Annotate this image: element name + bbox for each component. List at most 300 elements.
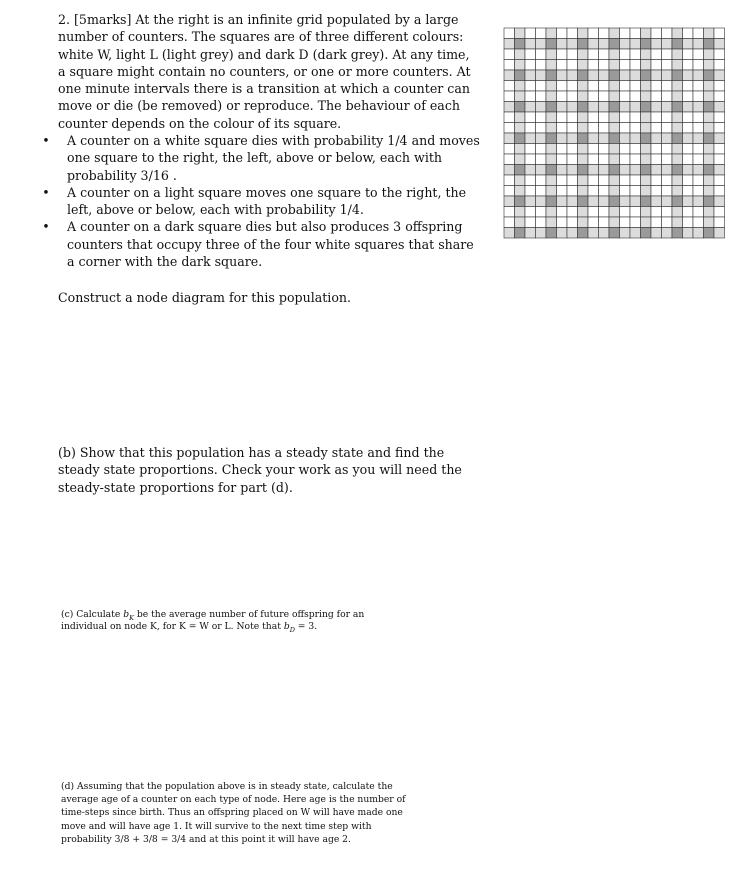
- dark-square: [704, 133, 715, 144]
- light-square: [672, 154, 683, 165]
- light-square: [651, 165, 662, 176]
- dark-square: [546, 228, 557, 239]
- white-square: [714, 60, 725, 71]
- dark-square: [672, 39, 683, 50]
- light-square: [599, 133, 610, 144]
- dark-square: [578, 165, 589, 176]
- white-square: [693, 207, 704, 218]
- dark-square: [609, 228, 620, 239]
- white-square: [557, 60, 568, 71]
- white-square: [557, 144, 568, 155]
- light-square: [630, 133, 641, 144]
- light-square: [620, 70, 631, 81]
- white-square: [557, 28, 568, 39]
- white-square: [693, 154, 704, 165]
- dark-square: [515, 228, 526, 239]
- white-square: [567, 60, 578, 71]
- white-square: [714, 49, 725, 60]
- white-square: [599, 81, 610, 92]
- light-square: [578, 81, 589, 92]
- light-square: [504, 196, 515, 207]
- white-square: [714, 207, 725, 218]
- light-square: [641, 91, 652, 102]
- light-square: [651, 196, 662, 207]
- light-square: [704, 49, 715, 60]
- light-square: [515, 60, 526, 71]
- white-square: [525, 60, 536, 71]
- white-square: [662, 60, 673, 71]
- light-square: [536, 70, 547, 81]
- white-square: [504, 91, 515, 102]
- white-square: [536, 217, 547, 228]
- white-square: [630, 112, 641, 123]
- light-square: [704, 217, 715, 228]
- light-square: [641, 175, 652, 186]
- dark-square: [609, 39, 620, 50]
- white-square: [693, 175, 704, 186]
- white-square: [693, 81, 704, 92]
- dark-square: [609, 70, 620, 81]
- dark-square: [672, 165, 683, 176]
- light-square: [557, 196, 568, 207]
- light-square: [662, 102, 673, 113]
- light-square: [515, 123, 526, 134]
- white-square: [662, 217, 673, 228]
- light-square: [704, 91, 715, 102]
- dark-square: [641, 228, 652, 239]
- light-square: [588, 165, 599, 176]
- white-square: [714, 217, 725, 228]
- light-square: [557, 228, 568, 239]
- white-square: [504, 186, 515, 197]
- light-square: [609, 217, 620, 228]
- light-square: [557, 39, 568, 50]
- white-square: [630, 207, 641, 218]
- white-square: [599, 154, 610, 165]
- white-square: [651, 144, 662, 155]
- white-square: [536, 154, 547, 165]
- white-square: [683, 186, 694, 197]
- white-square: [557, 49, 568, 60]
- light-square: [546, 81, 557, 92]
- white-square: [536, 186, 547, 197]
- light-square: [578, 175, 589, 186]
- light-square: [714, 70, 725, 81]
- light-square: [578, 49, 589, 60]
- white-square: [599, 60, 610, 71]
- white-square: [651, 112, 662, 123]
- white-square: [662, 91, 673, 102]
- white-square: [683, 49, 694, 60]
- white-square: [567, 112, 578, 123]
- white-square: [630, 60, 641, 71]
- white-square: [557, 81, 568, 92]
- light-square: [672, 60, 683, 71]
- dark-square: [641, 165, 652, 176]
- light-square: [546, 60, 557, 71]
- white-square: [536, 123, 547, 134]
- light-square: [630, 70, 641, 81]
- light-square: [704, 60, 715, 71]
- white-square: [536, 91, 547, 102]
- white-square: [504, 112, 515, 123]
- light-square: [504, 133, 515, 144]
- white-square: [714, 123, 725, 134]
- light-square: [599, 70, 610, 81]
- light-square: [504, 70, 515, 81]
- white-square: [714, 186, 725, 197]
- white-square: [693, 144, 704, 155]
- white-square: [599, 91, 610, 102]
- white-square: [683, 28, 694, 39]
- light-square: [546, 144, 557, 155]
- white-square: [662, 49, 673, 60]
- light-square: [536, 133, 547, 144]
- light-square: [630, 39, 641, 50]
- white-square: [525, 144, 536, 155]
- light-square: [504, 102, 515, 113]
- light-square: [662, 165, 673, 176]
- white-square: [557, 217, 568, 228]
- white-square: [588, 91, 599, 102]
- light-square: [693, 228, 704, 239]
- dark-square: [515, 102, 526, 113]
- white-square: [588, 207, 599, 218]
- dark-square: [672, 102, 683, 113]
- dark-square: [546, 39, 557, 50]
- light-square: [609, 186, 620, 197]
- white-square: [620, 81, 631, 92]
- light-square: [641, 49, 652, 60]
- light-square: [651, 70, 662, 81]
- light-square: [714, 39, 725, 50]
- light-square: [672, 217, 683, 228]
- white-square: [630, 91, 641, 102]
- dark-square: [704, 165, 715, 176]
- white-square: [536, 175, 547, 186]
- white-square: [557, 123, 568, 134]
- light-square: [515, 144, 526, 155]
- light-square: [672, 123, 683, 134]
- white-square: [630, 175, 641, 186]
- light-square: [620, 39, 631, 50]
- light-square: [609, 28, 620, 39]
- light-square: [693, 165, 704, 176]
- light-square: [693, 70, 704, 81]
- white-square: [588, 123, 599, 134]
- light-square: [641, 217, 652, 228]
- white-square: [599, 175, 610, 186]
- light-square: [704, 186, 715, 197]
- white-square: [525, 123, 536, 134]
- dark-square: [546, 70, 557, 81]
- light-square: [525, 133, 536, 144]
- dark-square: [578, 196, 589, 207]
- light-square: [567, 165, 578, 176]
- white-square: [504, 207, 515, 218]
- white-square: [662, 207, 673, 218]
- light-square: [588, 196, 599, 207]
- light-square: [504, 39, 515, 50]
- light-square: [525, 102, 536, 113]
- light-square: [620, 133, 631, 144]
- light-square: [567, 39, 578, 50]
- white-square: [504, 123, 515, 134]
- dark-square: [578, 133, 589, 144]
- light-square: [578, 28, 589, 39]
- light-square: [525, 39, 536, 50]
- light-square: [578, 217, 589, 228]
- light-square: [704, 112, 715, 123]
- white-square: [536, 81, 547, 92]
- white-square: [567, 154, 578, 165]
- white-square: [567, 81, 578, 92]
- white-square: [525, 186, 536, 197]
- light-square: [578, 112, 589, 123]
- dark-square: [704, 39, 715, 50]
- light-square: [672, 207, 683, 218]
- white-square: [683, 123, 694, 134]
- light-square: [672, 81, 683, 92]
- rule-white: [40, 132, 480, 184]
- white-square: [620, 112, 631, 123]
- rule-list: [40, 132, 480, 270]
- white-square: [662, 81, 673, 92]
- white-square: [620, 28, 631, 39]
- light-square: [515, 112, 526, 123]
- light-square: [693, 102, 704, 113]
- light-square: [557, 165, 568, 176]
- light-square: [588, 133, 599, 144]
- light-square: [578, 144, 589, 155]
- light-square: [651, 39, 662, 50]
- light-square: [536, 39, 547, 50]
- light-square: [588, 39, 599, 50]
- white-square: [599, 144, 610, 155]
- white-square: [525, 112, 536, 123]
- light-square: [620, 102, 631, 113]
- light-square: [578, 123, 589, 134]
- light-square: [662, 228, 673, 239]
- light-square: [704, 207, 715, 218]
- rule-dark: [40, 218, 480, 270]
- white-square: [567, 207, 578, 218]
- white-square: [567, 91, 578, 102]
- bullet-icon: •: [42, 219, 50, 235]
- light-square: [504, 228, 515, 239]
- light-square: [567, 102, 578, 113]
- white-square: [651, 154, 662, 165]
- white-square: [557, 207, 568, 218]
- white-square: [683, 91, 694, 102]
- dark-square: [515, 39, 526, 50]
- white-square: [630, 144, 641, 155]
- white-square: [651, 217, 662, 228]
- dark-square: [578, 102, 589, 113]
- dark-square: [578, 39, 589, 50]
- rule-light-text: A counter on a light square moves one square to the right, the left, above or below, each with probability 1/4.: [67, 184, 467, 218]
- dark-square: [641, 196, 652, 207]
- light-square: [683, 39, 694, 50]
- light-square: [546, 217, 557, 228]
- light-square: [515, 217, 526, 228]
- light-square: [714, 102, 725, 113]
- light-square: [557, 70, 568, 81]
- light-square: [557, 133, 568, 144]
- white-square: [683, 81, 694, 92]
- white-square: [630, 217, 641, 228]
- dark-square: [515, 133, 526, 144]
- white-square: [525, 154, 536, 165]
- light-square: [651, 228, 662, 239]
- light-square: [672, 28, 683, 39]
- light-square: [704, 28, 715, 39]
- white-square: [557, 154, 568, 165]
- white-square: [693, 60, 704, 71]
- light-square: [567, 133, 578, 144]
- light-square: [578, 186, 589, 197]
- white-square: [525, 81, 536, 92]
- light-square: [609, 60, 620, 71]
- light-square: [641, 112, 652, 123]
- white-square: [683, 154, 694, 165]
- light-square: [672, 91, 683, 102]
- dark-square: [546, 165, 557, 176]
- light-square: [662, 70, 673, 81]
- white-square: [504, 60, 515, 71]
- white-square: [504, 49, 515, 60]
- white-square: [662, 123, 673, 134]
- white-square: [588, 154, 599, 165]
- dark-square: [546, 196, 557, 207]
- light-square: [599, 228, 610, 239]
- light-square: [693, 133, 704, 144]
- white-square: [693, 217, 704, 228]
- white-square: [588, 144, 599, 155]
- rule-dark-text: A counter on a dark square dies but also produces 3 offspring counters that occupy three of the four white squares that share a corner with the dark square.: [67, 219, 474, 270]
- light-square: [641, 123, 652, 134]
- light-square: [641, 154, 652, 165]
- light-square: [567, 70, 578, 81]
- light-square: [536, 165, 547, 176]
- light-square: [693, 196, 704, 207]
- white-square: [620, 154, 631, 165]
- light-square: [641, 186, 652, 197]
- light-square: [683, 228, 694, 239]
- dark-square: [641, 133, 652, 144]
- light-square: [672, 144, 683, 155]
- light-square: [662, 133, 673, 144]
- white-square: [620, 144, 631, 155]
- dark-square: [609, 133, 620, 144]
- node-diagram-prompt: Construct a node diagram for this population.: [58, 290, 352, 305]
- white-square: [567, 144, 578, 155]
- light-square: [683, 102, 694, 113]
- white-square: [525, 91, 536, 102]
- light-square: [567, 228, 578, 239]
- white-square: [588, 217, 599, 228]
- light-square: [546, 207, 557, 218]
- light-square: [630, 165, 641, 176]
- light-square: [515, 175, 526, 186]
- part-c-question: (c) Calculate $b_K$ be the average number of future offspring for an individual on node K, for K = W or L. Note that $b_D = 3$.: [61, 609, 365, 635]
- light-square: [620, 165, 631, 176]
- light-square: [651, 133, 662, 144]
- light-square: [693, 39, 704, 50]
- white-square: [693, 49, 704, 60]
- white-square: [651, 91, 662, 102]
- white-square: [536, 49, 547, 60]
- white-square: [525, 28, 536, 39]
- white-square: [662, 186, 673, 197]
- light-square: [609, 49, 620, 60]
- white-square: [567, 123, 578, 134]
- white-square: [683, 112, 694, 123]
- white-square: [630, 123, 641, 134]
- white-square: [588, 175, 599, 186]
- bullet-icon: •: [42, 133, 50, 148]
- light-square: [557, 102, 568, 113]
- white-square: [651, 81, 662, 92]
- dark-square: [578, 70, 589, 81]
- white-square: [651, 175, 662, 186]
- white-square: [693, 28, 704, 39]
- dark-square: [704, 228, 715, 239]
- light-square: [683, 196, 694, 207]
- white-square: [630, 49, 641, 60]
- white-square: [620, 186, 631, 197]
- white-square: [651, 28, 662, 39]
- white-square: [620, 60, 631, 71]
- white-square: [620, 91, 631, 102]
- white-square: [525, 49, 536, 60]
- dark-square: [515, 165, 526, 176]
- light-square: [630, 102, 641, 113]
- white-square: [504, 28, 515, 39]
- white-square: [662, 154, 673, 165]
- light-square: [630, 228, 641, 239]
- white-square: [683, 175, 694, 186]
- light-square: [704, 144, 715, 155]
- white-square: [567, 186, 578, 197]
- white-square: [504, 217, 515, 228]
- white-square: [651, 123, 662, 134]
- white-square: [536, 207, 547, 218]
- light-square: [641, 207, 652, 218]
- dark-square: [546, 102, 557, 113]
- white-square: [651, 60, 662, 71]
- light-square: [578, 154, 589, 165]
- white-square: [536, 28, 547, 39]
- light-square: [641, 28, 652, 39]
- light-square: [536, 196, 547, 207]
- white-square: [567, 217, 578, 228]
- light-square: [704, 175, 715, 186]
- dark-square: [609, 196, 620, 207]
- light-square: [620, 196, 631, 207]
- white-square: [567, 28, 578, 39]
- light-square: [515, 49, 526, 60]
- light-square: [630, 196, 641, 207]
- light-square: [515, 154, 526, 165]
- dark-square: [641, 70, 652, 81]
- light-square: [714, 228, 725, 239]
- light-square: [651, 102, 662, 113]
- light-square: [599, 196, 610, 207]
- white-square: [599, 186, 610, 197]
- light-square: [683, 165, 694, 176]
- light-square: [609, 154, 620, 165]
